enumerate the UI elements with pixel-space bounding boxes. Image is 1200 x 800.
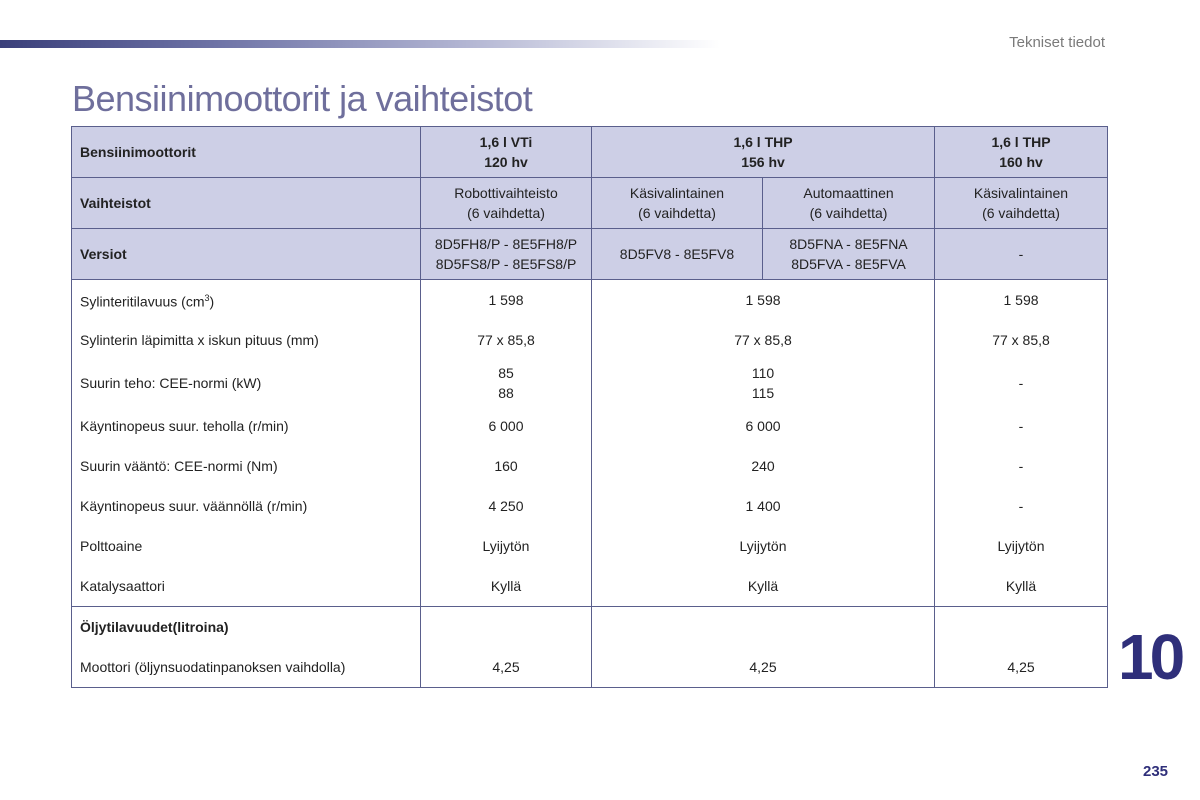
value-cell: Kyllä: [421, 566, 592, 607]
value-cell: Kyllä: [592, 566, 935, 607]
value-cell: 1 598: [421, 280, 592, 321]
table-row: [72, 566, 1108, 607]
version-cell: 8D5FNA - 8E5FNA 8D5FVA - 8E5FVA: [763, 229, 935, 280]
value-cell: 1 598: [592, 280, 935, 321]
engine-cell: 1,6 l THP 160 hv: [935, 127, 1108, 178]
section-label: Tekniset tiedot: [1009, 34, 1105, 51]
row-label: Sylinterin läpimitta x iskun pituus (mm): [72, 320, 421, 360]
gearbox-cell: Käsivalintainen (6 vaihdetta): [935, 178, 1108, 229]
value-cell: -: [935, 446, 1108, 486]
value-cell: 160: [421, 446, 592, 486]
table-row: [72, 486, 1108, 526]
value-cell: 6 000: [421, 406, 592, 446]
value-cell: -: [935, 486, 1108, 526]
header-decorative-bar: [0, 40, 720, 48]
value-cell: [421, 607, 592, 648]
spec-table: [71, 126, 1108, 688]
value-cell: Lyijytön: [421, 526, 592, 566]
row-label: Polttoaine: [72, 526, 421, 566]
table-row: [72, 320, 1108, 360]
table-row: [72, 406, 1108, 446]
gearbox-cell: Automaattinen (6 vaihdetta): [763, 178, 935, 229]
value-cell: 110 115: [592, 360, 935, 406]
value-cell: [935, 607, 1108, 648]
table-row-versions: [72, 229, 1108, 280]
row-label: Käyntinopeus suur. teholla (r/min): [72, 406, 421, 446]
page-title: Bensiinimoottorit ja vaihteistot: [72, 78, 533, 119]
chapter-number: 10: [1118, 621, 1182, 693]
row-label: Versiot: [72, 229, 421, 280]
value-cell: Lyijytön: [935, 526, 1108, 566]
value-cell: -: [935, 406, 1108, 446]
value-cell: 4,25: [935, 647, 1108, 688]
engine-cell: 1,6 l THP 156 hv: [592, 127, 935, 178]
value-cell: 77 x 85,8: [592, 320, 935, 360]
value-cell: 77 x 85,8: [935, 320, 1108, 360]
row-label: Sylinteritilavuus $(cm^3)$: [72, 280, 421, 321]
table-row: [72, 647, 1108, 688]
row-label: Vaihteistot: [72, 178, 421, 229]
value-cell: Kyllä: [935, 566, 1108, 607]
row-label: Moottori (öljynsuodatinpanoksen vaihdolla): [72, 647, 421, 688]
value-cell: [592, 607, 935, 648]
gearbox-cell: Robottivaihteisto (6 vaihdetta): [421, 178, 592, 229]
engine-cell: 1,6 l VTi 120 hv: [421, 127, 592, 178]
version-cell: -: [935, 229, 1108, 280]
value-cell: 4,25: [592, 647, 935, 688]
version-cell: 8D5FV8 - 8E5FV8: [592, 229, 763, 280]
value-cell: 4,25: [421, 647, 592, 688]
table-row-engines: [72, 127, 1108, 178]
row-label: Käyntinopeus suur. väännöllä (r/min): [72, 486, 421, 526]
value-cell: 85 88: [421, 360, 592, 406]
table-row: [72, 526, 1108, 566]
table-row: [72, 446, 1108, 486]
row-label: Bensiinimoottorit: [72, 127, 421, 178]
value-cell: Lyijytön: [592, 526, 935, 566]
value-cell: 4 250: [421, 486, 592, 526]
oil-heading: Öljytilavuudet(litroina): [72, 607, 421, 648]
value-cell: 240: [592, 446, 935, 486]
gearbox-cell: Käsivalintainen (6 vaihdetta): [592, 178, 763, 229]
row-label: Suurin vääntö: CEE-normi (Nm): [72, 446, 421, 486]
value-cell: 1 400: [592, 486, 935, 526]
table-row: [72, 280, 1108, 321]
row-label: Suurin teho: CEE-normi (kW): [72, 360, 421, 406]
table-row-gearbox: [72, 178, 1108, 229]
value-cell: 77 x 85,8: [421, 320, 592, 360]
version-cell: 8D5FH8/P - 8E5FH8/P 8D5FS8/P - 8E5FS8/P: [421, 229, 592, 280]
page-number: 235: [1143, 763, 1169, 780]
value-cell: -: [935, 360, 1108, 406]
row-label: Katalysaattori: [72, 566, 421, 607]
value-cell: 1 598: [935, 280, 1108, 321]
table-row-oil-heading: [72, 607, 1108, 648]
table-row: [72, 360, 1108, 406]
value-cell: 6 000: [592, 406, 935, 446]
